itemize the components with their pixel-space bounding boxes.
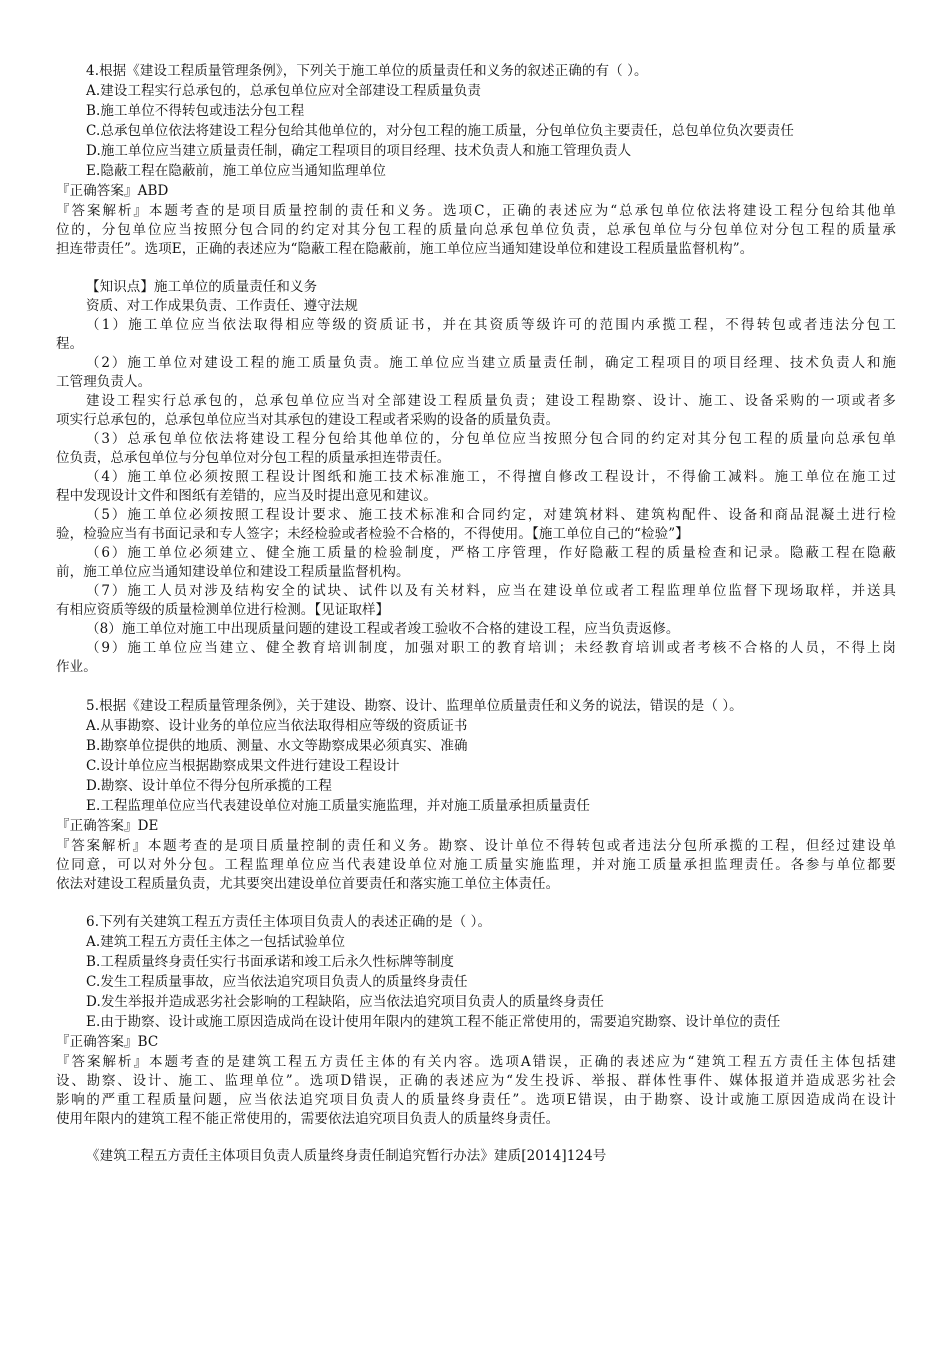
q5-option-b: B.勘察单位提供的地质、测量、水文等勘察成果必须真实、准确: [86, 738, 468, 754]
knowledge-line-6: 项实行总承包的，总承包单位应当对其承包的建设工程或者采购的设备的质量负责。: [56, 412, 560, 428]
q4-option-d: D.施工单位应当建立质量责任制，确定工程项目的项目经理、技术负责人和施工管理负责人: [86, 143, 632, 159]
q6-reference: 《建筑工程五方责任主体项目负责人质量终身责任制追究暂行办法》建质[2014]124号: [86, 1148, 607, 1164]
q5-option-c: C.设计单位应当根据勘察成果文件进行建设工程设计: [86, 758, 400, 774]
q6-analysis-line-1: 『答案解析』本题考查的是建筑工程五方责任主体的有关内容。选项A错误，正确的表述应为“建筑工程五方责任主体包括建: [56, 1054, 896, 1070]
q6-answer: 『正确答案』BC: [56, 1034, 159, 1050]
knowledge-line-10: 程中发现设计文件和图纸有差错的，应当及时提出意见和建议。: [56, 488, 437, 504]
q4-analysis-line-1: 『答案解析』本题考查的是项目质量控制的责任和义务。选项C，正确的表述应为“总承包单位依法将建设工程分包给其他单: [56, 203, 896, 219]
q4-option-e: E.隐蔽工程在隐蔽前，施工单位应当通知监理单位: [86, 163, 386, 179]
knowledge-line-9: （4）施工单位必须按照工程设计图纸和施工技术标准施工，不得擅自修改工程设计，不得偷工减料。施工单位在施工过: [86, 469, 896, 485]
q4-option-c: C.总承包单位依法将建设工程分包给其他单位的，对分包工程的施工质量，分包单位负主要责任，总包单位负次要责任: [86, 123, 794, 139]
knowledge-line-8: 位负责，总承包单位与分包单位对分包工程的质量承担连带责任。: [56, 450, 451, 466]
knowledge-line-3: （2）施工单位对建设工程的施工质量负责。施工单位应当建立质量责任制，确定工程项目的项目经理、技术负责人和施: [86, 355, 896, 371]
knowledge-line-15: （7）施工人员对涉及结构安全的试块、试件以及有关材料，应当在建设单位或者工程监理单位监督下现场取样，并送具: [86, 583, 896, 599]
q6-analysis-line-4: 使用年限内的建筑工程不能正常使用的，需要依法追究项目负责人的质量终身责任。: [56, 1111, 560, 1127]
knowledge-line-1: （1）施工单位应当依法取得相应等级的资质证书，并在其资质等级许可的范围内承揽工程，不得转包或者违法分包工: [86, 317, 896, 333]
q5-stem: 5.根据《建设工程质量管理条例》，关于建设、勘察、设计、监理单位质量责任和义务的说法，错误的是（ ）。: [86, 698, 743, 714]
q4-option-b: B.施工单位不得转包或违法分包工程: [86, 103, 305, 119]
q5-option-e: E.工程监理单位应当代表建设单位对施工质量实施监理，并对施工质量承担质量责任: [86, 798, 590, 814]
knowledge-line-5: 建设工程实行总承包的，总承包单位应当对全部建设工程质量负责；建设工程勘察、设计、施工、设备采购的一项或者多: [86, 393, 896, 409]
q4-analysis-line-2: 位的，分包单位应当按照分包合同的约定对其分包工程的质量向总承包单位负责，总承包单位与分包单位对分包工程的质量承: [56, 222, 896, 238]
knowledge-line-2: 程。: [56, 336, 84, 352]
q5-analysis-line-2: 位同意，可以对外分包。工程监理单位应当代表建设单位对施工质量实施监理，并对施工质量承担监理责任。各参与单位都要: [56, 857, 896, 873]
knowledge-line-18: （9）施工单位应当建立、健全教育培训制度，加强对职工的教育培训；未经教育培训或者考核不合格的人员，不得上岗: [86, 640, 896, 656]
knowledge-title: 【知识点】施工单位的质量责任和义务: [86, 279, 318, 295]
q4-answer: 『正确答案』ABD: [56, 183, 169, 199]
q5-analysis-line-3: 依法对建设工程质量负责，尤其要突出建设单位首要责任和落实施工单位主体责任。: [56, 876, 560, 892]
knowledge-line-4: 工管理负责人。: [56, 374, 152, 390]
q5-answer: 『正确答案』DE: [56, 818, 159, 834]
q4-analysis-line-3: 担连带责任”。选项E，正确的表述应为“隐蔽工程在隐蔽前，施工单位应当通知建设单位和建设工程质量监督机构”。: [56, 241, 754, 257]
q5-analysis-line-1: 『答案解析』本题考查的是项目质量控制的责任和义务。勘察、设计单位不得转包或者违法分包所承揽的工程，但经过建设单: [56, 838, 896, 854]
knowledge-line-11: （5）施工单位必须按照工程设计要求、施工技术标准和合同约定，对建筑材料、建筑构配件、设备和商品混凝土进行检: [86, 507, 896, 523]
knowledge-line-13: （6）施工单位必须建立、健全施工质量的检验制度，严格工序管理，作好隐蔽工程的质量检查和记录。隐蔽工程在隐蔽: [86, 545, 896, 561]
q5-option-d: D.勘察、设计单位不得分包所承揽的工程: [86, 778, 333, 794]
q6-option-a: A.建筑工程五方责任主体之一包括试验单位: [86, 934, 346, 950]
knowledge-line-16: 有相应资质等级的质量检测单位进行检测。【见证取样】: [56, 602, 390, 618]
q6-option-b: B.工程质量终身责任实行书面承诺和竣工后永久性标牌等制度: [86, 954, 455, 970]
knowledge-subtitle: 资质、对工作成果负责、工作责任、遵守法规: [86, 298, 358, 314]
q6-analysis-line-2: 设、勘察、设计、施工、监理单位”。选项D错误，正确的表述应为“发生投诉、举报、群体性事件、媒体报道并造成恶劣社会: [56, 1073, 896, 1089]
q6-analysis-line-3: 影响的严重工程质量问题，应当依法追究项目负责人的质量终身责任”。选项E错误，由于勘察、设计或施工原因造成尚在设计: [56, 1092, 896, 1108]
knowledge-line-12: 验，检验应当有书面记录和专人签字；未经检验或者检验不合格的，不得使用。【施工单位自己的“检验”】: [56, 526, 689, 542]
q6-option-c: C.发生工程质量事故，应当依法追究项目负责人的质量终身责任: [86, 974, 468, 990]
q6-option-e: E.由于勘察、设计或施工原因造成尚在设计使用年限内的建筑工程不能正常使用的，需要追究勘察、设计单位的责任: [86, 1014, 781, 1030]
q4-stem: 4.根据《建设工程质量管理条例》，下列关于施工单位的质量责任和义务的叙述正确的有（ ）。: [86, 63, 648, 79]
q4-option-a: A.建设工程实行总承包的，总承包单位应对全部建设工程质量负责: [86, 83, 482, 99]
knowledge-line-19: 作业。: [56, 659, 97, 675]
q6-stem: 6.下列有关建筑工程五方责任主体项目负责人的表述正确的是（ ）。: [86, 914, 492, 930]
q6-option-d: D.发生举报并造成恶劣社会影响的工程缺陷，应当依法追究项目负责人的质量终身责任: [86, 994, 605, 1010]
knowledge-line-17: （8）施工单位对施工中出现质量问题的建设工程或者竣工验收不合格的建设工程，应当负责返修。: [86, 621, 680, 637]
q5-option-a: A.从事勘察、设计业务的单位应当依法取得相应等级的资质证书: [86, 718, 468, 734]
knowledge-line-7: （3）总承包单位依法将建设工程分包给其他单位的，分包单位应当按照分包合同的约定对其分包工程的质量向总承包单: [86, 431, 896, 447]
knowledge-line-14: 前，施工单位应当通知建设单位和建设工程质量监督机构。: [56, 564, 410, 580]
